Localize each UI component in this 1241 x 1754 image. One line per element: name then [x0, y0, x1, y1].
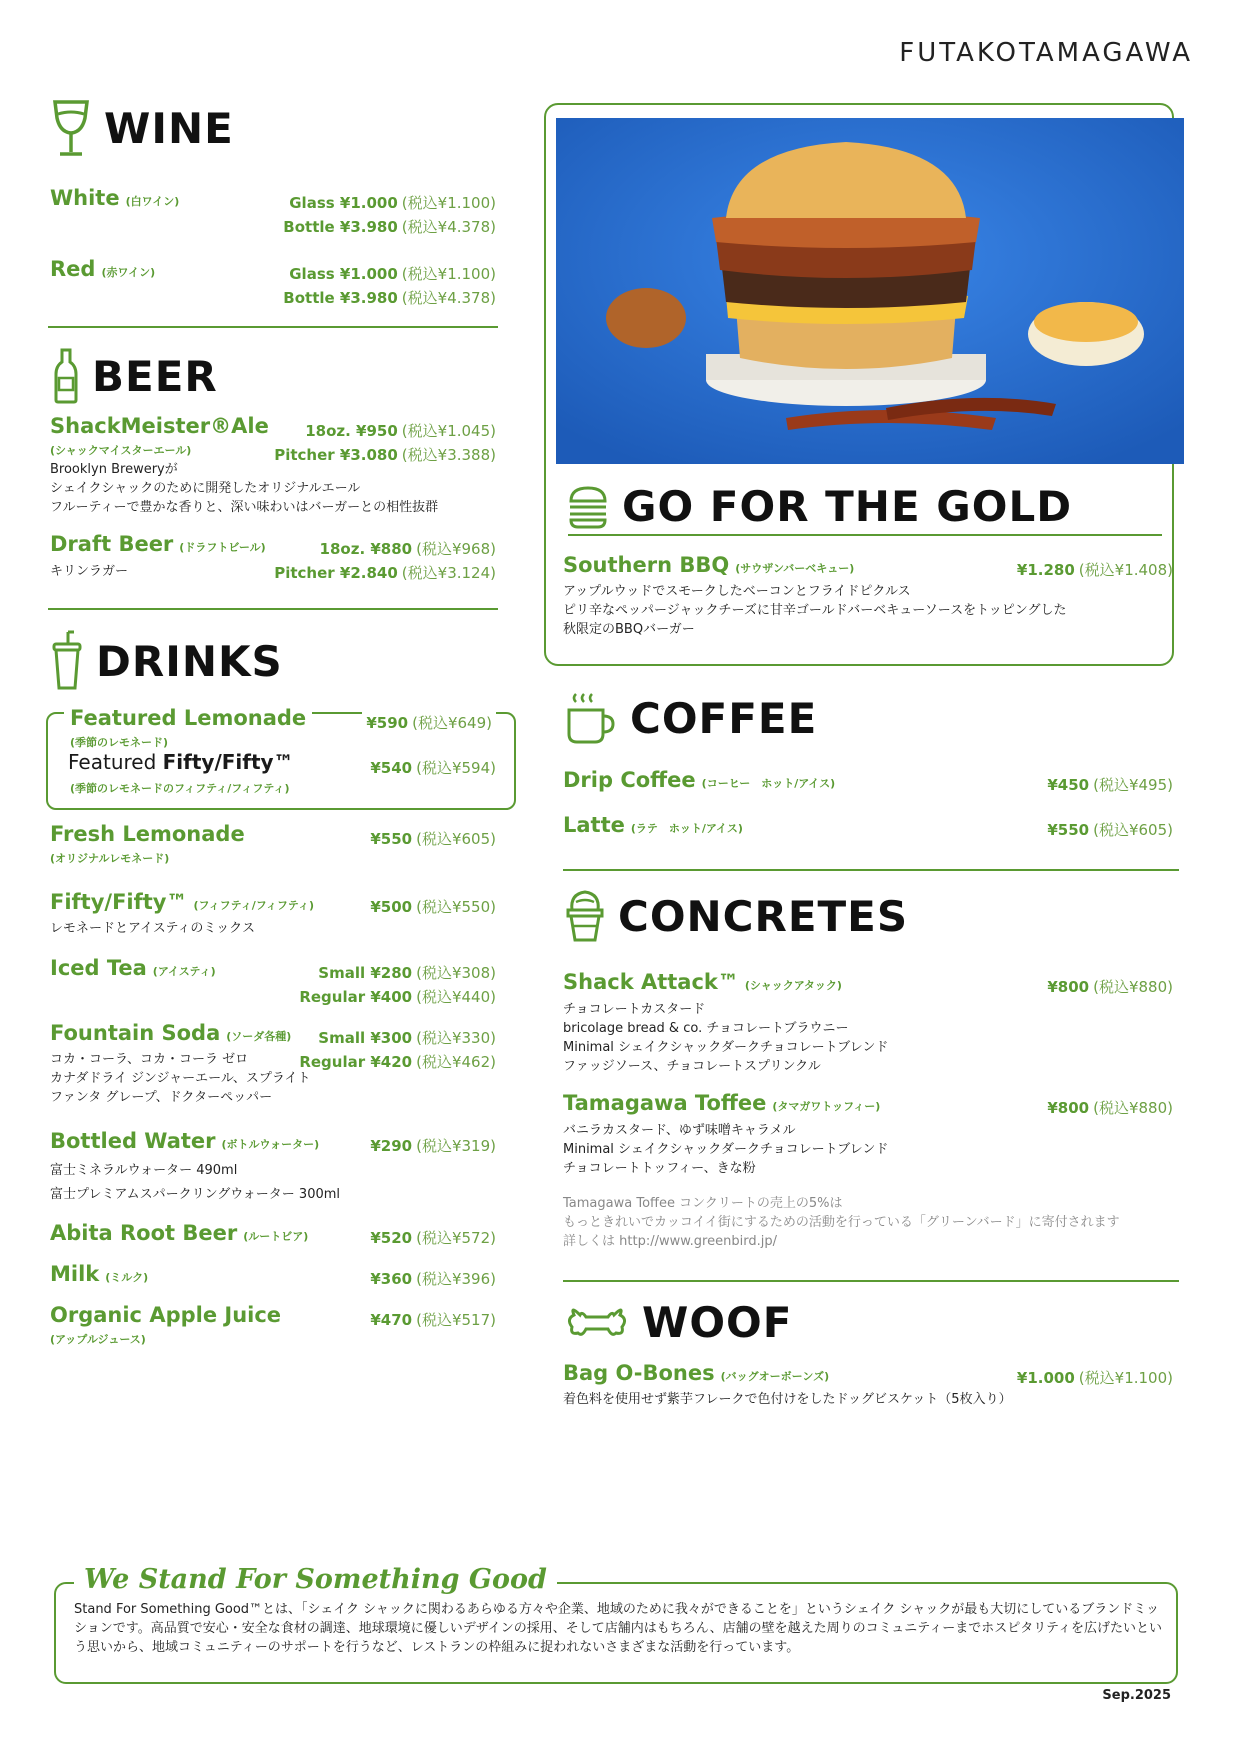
divider [563, 1280, 1179, 1282]
drinks-fifty-fifty-name: Fifty/Fifty™ (フィフティ/フィフティ) [50, 890, 315, 914]
drinks-bottled-water-name: Bottled Water (ボトルウォーター) [50, 1129, 320, 1153]
coffee-latte-name: Latte (ラテ ホット/アイス) [563, 813, 743, 837]
drinks-bottled-water-desc: 富士ミネラルウォーター 490ml 富士プレミアムスパークリングウォーター 300ml [50, 1163, 341, 1202]
drinks-fifty-fifty-price: ¥500 (税込¥550) [370, 898, 496, 916]
burger-icon [568, 485, 608, 529]
concretes-greenbird-note: Tamagawa Toffee コンクリートの売上の5%は もっときれいでカッコイイ街にするための活動を行っている「グリーンバード」に寄付されます 詳しくは http://www.greenbird.jp/ [563, 1196, 1120, 1249]
woof-bag-o-bones-price: ¥1.000 (税込¥1.100) [1016, 1369, 1173, 1387]
concrete-cup-icon [566, 888, 604, 944]
drinks-iced-tea-regular-price: Regular ¥400 (税込¥440) [299, 988, 496, 1006]
concretes-shack-attack-price: ¥800 (税込¥880) [1047, 978, 1173, 996]
drinks-fountain-soda-regular-price: Regular ¥420 (税込¥462) [299, 1053, 496, 1071]
coffee-title: COFFEE [630, 693, 818, 743]
beer-draft-pitcher-price: Pitcher ¥2.840 (税込¥3.124) [274, 564, 496, 582]
drinks-fresh-lemonade-sub: (オリジナルレモネード) [50, 852, 170, 865]
wine-white-glass-price: Glass ¥1.000 (税込¥1.100) [289, 194, 496, 212]
beer-header [54, 348, 218, 404]
divider [563, 869, 1179, 871]
burger-illustration [556, 118, 1184, 464]
concretes-tamagawa-toffee-name: Tamagawa Toffee (タマガワトッフィー) [563, 1091, 881, 1115]
stand-for-something-good-text: Stand For Something Good™とは、「シェイク シャックに関わるあらゆる方々や企業、地域のために我々ができることを」というシェイク シャックが最も大切にしているブランドミッションです。高品質で安心・安全な食材の調達、地球環境に優しいデザインの採用、そして店舗内はもちろん、店舗の壁を越えた周りのコミュニティーまでホスピタリティを広げたいという思いから、地域コミュニティーのサポートを行うなど、レストランの枠組みに捉われないさまざまな活動を行っています。 [74, 1602, 1162, 1655]
coffee-header [566, 690, 817, 746]
drinks-title: DRINKS [96, 636, 283, 686]
wine-title: WINE [104, 103, 234, 153]
featured-lemonade-price: ¥590 (税込¥649) [362, 712, 496, 733]
beer-bottle-icon [54, 348, 78, 404]
beer-draft-name: Draft Beer (ドラフトビール) [50, 532, 266, 556]
drinks-apple-juice-sub: (アップルジュース) [50, 1333, 146, 1346]
beer-shackmeister-desc: Brooklyn Breweryが シェイクシャックのために開発したオリジナルエール フルーティーで豊かな香りと、深い味わいはバーガーとの相性抜群 [50, 462, 439, 515]
beer-draft-18oz-price: 18oz. ¥880 (税込¥968) [319, 540, 496, 558]
go-for-the-gold-header [568, 482, 1072, 531]
stand-for-something-good-title: We Stand For Something Good [74, 1564, 557, 1595]
drinks-milk-name: Milk (ミルク) [50, 1262, 149, 1286]
wine-red-bottle-price: Bottle ¥3.980 (税込¥4.378) [283, 289, 496, 307]
divider [48, 326, 498, 328]
drinks-fifty-fifty-desc: レモネードとアイスティのミックス [50, 921, 256, 936]
featured-fifty-fifty-name: Featured Fifty/Fifty™ [68, 750, 294, 774]
drinks-milk-price: ¥360 (税込¥396) [370, 1270, 496, 1288]
drinks-root-beer-name: Abita Root Beer (ルートビア) [50, 1221, 309, 1245]
burger-photo [556, 118, 1184, 464]
concretes-shack-attack-name: Shack Attack™ (シャックアタック) [563, 970, 842, 994]
divider [568, 534, 1162, 536]
drinks-fountain-soda-name: Fountain Soda (ソーダ各種) [50, 1021, 292, 1045]
beer-shackmeister-name: ShackMeister®Ale [50, 414, 269, 438]
concretes-header [566, 888, 908, 944]
gold-southern-bbq-desc: アップルウッドでスモークしたベーコンとフライドピクルス ピリ辛なペッパージャックチーズに甘辛ゴールドバーベキューソースをトッピングした 秋限定のBBQバーガー [563, 584, 1067, 637]
drinks-header [52, 630, 283, 692]
woof-bag-o-bones-desc: 着色料を使用せず紫芋フレークで色付けをしたドッグビスケット（5枚入り） [563, 1392, 1012, 1407]
drinks-iced-tea-name: Iced Tea (アイスティ) [50, 956, 216, 980]
concretes-title: CONCRETES [618, 891, 909, 941]
drinks-fountain-soda-small-price: Small ¥300 (税込¥330) [318, 1029, 496, 1047]
woof-bag-o-bones-name: Bag O-Bones (バッグオーボーンズ) [563, 1361, 830, 1385]
featured-fifty-fifty-sub: (季節のレモネードのフィフティ/フィフティ) [70, 782, 290, 795]
beer-shackmeister-sub: (シャックマイスターエール) [50, 444, 192, 457]
dog-bone-icon [566, 1301, 628, 1345]
featured-lemonade-name: Featured Lemonade [64, 706, 312, 730]
coffee-cup-icon [566, 690, 616, 746]
menu-date: Sep.2025 [1102, 1688, 1171, 1703]
woof-header [566, 1298, 792, 1347]
wine-red-glass-price: Glass ¥1.000 (税込¥1.100) [289, 265, 496, 283]
wine-white-name: White (白ワイン) [50, 186, 180, 210]
coffee-drip-price: ¥450 (税込¥495) [1047, 776, 1173, 794]
drinks-root-beer-price: ¥520 (税込¥572) [370, 1229, 496, 1247]
go-for-the-gold-title: GO FOR THE GOLD [622, 482, 1073, 531]
wine-header [52, 98, 234, 158]
store-name: FUTAKOTAMAGAWA [899, 38, 1193, 68]
wine-white-bottle-price: Bottle ¥3.980 (税込¥4.378) [283, 218, 496, 236]
woof-title: WOOF [642, 1298, 793, 1347]
drinks-iced-tea-small-price: Small ¥280 (税込¥308) [318, 964, 496, 982]
coffee-drip-name: Drip Coffee (コーヒー ホット/アイス) [563, 768, 836, 792]
drinks-fresh-lemonade-price: ¥550 (税込¥605) [370, 830, 496, 848]
beer-title: BEER [92, 351, 218, 401]
coffee-latte-price: ¥550 (税込¥605) [1047, 821, 1173, 839]
beer-shackmeister-18oz-price: 18oz. ¥950 (税込¥1.045) [305, 422, 496, 440]
beer-shackmeister-pitcher-price: Pitcher ¥3.080 (税込¥3.388) [274, 446, 496, 464]
gold-southern-bbq-price: ¥1.280 (税込¥1.408) [1016, 561, 1173, 579]
divider [48, 608, 498, 610]
drink-cup-icon [52, 630, 82, 692]
wine-red-name: Red (赤ワイン) [50, 257, 156, 281]
drinks-fresh-lemonade-name: Fresh Lemonade [50, 822, 245, 846]
wine-glass-icon [52, 98, 90, 158]
featured-lemonade-sub: (季節のレモネード) [70, 736, 169, 749]
concretes-shack-attack-desc: チョコレートカスタード bricolage bread & co. チョコレートブラウニー Minimal シェイクシャックダークチョコレートブレンド ファッジソース、チョコレートスプリンクル [563, 1002, 889, 1074]
gold-southern-bbq-name: Southern BBQ (サウザンバーベキュー) [563, 553, 855, 577]
concretes-tamagawa-toffee-price: ¥800 (税込¥880) [1047, 1099, 1173, 1117]
beer-draft-desc: キリンラガー [50, 564, 129, 579]
drinks-fountain-soda-desc: コカ・コーラ、コカ・コーラ ゼロ カナダドライ ジンジャーエール、スプライト ファンタ グレープ、ドクターペッパー [50, 1052, 311, 1105]
drinks-bottled-water-price: ¥290 (税込¥319) [370, 1137, 496, 1155]
featured-fifty-fifty-price: ¥540 (税込¥594) [370, 759, 496, 777]
drinks-apple-juice-price: ¥470 (税込¥517) [370, 1311, 496, 1329]
drinks-apple-juice-name: Organic Apple Juice [50, 1303, 282, 1327]
concretes-tamagawa-toffee-desc: バニラカスタード、ゆず味噌キャラメル Minimal シェイクシャックダークチョコレートブレンド チョコレートトッフィー、きな粉 [563, 1123, 889, 1176]
